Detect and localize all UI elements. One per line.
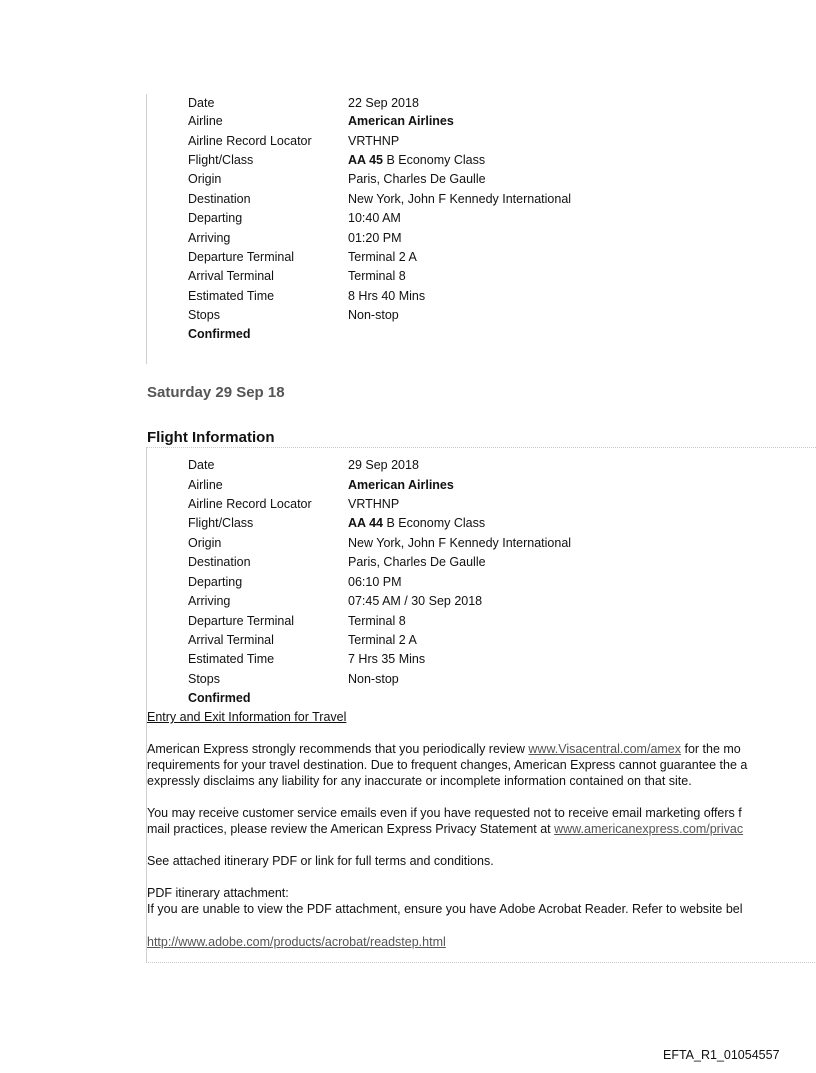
section-heading: Flight Information bbox=[147, 429, 816, 448]
row-value: 07:45 AM / 30 Sep 2018 bbox=[348, 594, 483, 608]
row-label: Flight/Class bbox=[188, 516, 254, 530]
flight2-status: Confirmed bbox=[188, 691, 251, 705]
document-id: EFTA_R1_01054557 bbox=[663, 1048, 780, 1062]
flight-class: B Economy Class bbox=[382, 153, 486, 167]
row-value: American Airlines bbox=[348, 114, 454, 128]
visa-paragraph-line-3: expressly disclaims any liability for any inaccurate or incomplete information contained on that site. bbox=[147, 774, 692, 788]
row-value: American Airlines bbox=[348, 478, 454, 492]
privacy-text-before: mail practices, please review the American Express Privacy Statement at bbox=[147, 822, 555, 836]
row-label: Arrival Terminal bbox=[188, 269, 274, 283]
privacy-paragraph bbox=[147, 805, 743, 837]
row-value bbox=[348, 516, 485, 530]
row-label: Stops bbox=[188, 672, 220, 686]
row-label: Destination bbox=[188, 555, 251, 569]
row-label: Departing bbox=[188, 575, 243, 589]
itinerary-frame-top bbox=[146, 94, 147, 364]
row-value: New York, John F Kennedy International bbox=[348, 192, 572, 206]
privacy-paragraph-line-2 bbox=[147, 821, 743, 837]
pdf-paragraph-line-1: PDF itinerary attachment: bbox=[147, 886, 289, 900]
row-label: Airline bbox=[188, 114, 223, 128]
row-label: Arriving bbox=[188, 594, 231, 608]
row-value bbox=[348, 153, 485, 167]
row-value: Terminal 2 A bbox=[348, 250, 417, 264]
visa-paragraph-line-1 bbox=[147, 741, 747, 757]
visa-text-before: American Express strongly recommends that you periodically review bbox=[147, 742, 529, 756]
pdf-paragraph-line-2: If you are unable to view the PDF attachment, ensure you have Adobe Acrobat Reader. Refer to website bel bbox=[147, 902, 743, 916]
visa-paragraph bbox=[147, 741, 747, 789]
row-label: Estimated Time bbox=[188, 289, 275, 303]
row-value: VRTHNP bbox=[348, 134, 400, 148]
visa-text-after: for the mo bbox=[681, 742, 741, 756]
row-label: Departure Terminal bbox=[188, 250, 295, 264]
row-value: 06:10 PM bbox=[348, 575, 402, 589]
flight-number: AA 45 bbox=[348, 153, 383, 167]
row-label: Arrival Terminal bbox=[188, 633, 274, 647]
row-label: Destination bbox=[188, 192, 251, 206]
row-value: Terminal 8 bbox=[348, 269, 406, 283]
row-value: Paris, Charles De Gaulle bbox=[348, 172, 486, 186]
row-value: 29 Sep 2018 bbox=[348, 458, 419, 472]
pdf-paragraph bbox=[147, 885, 743, 917]
row-label: Date bbox=[188, 458, 215, 472]
flight-class: B Economy Class bbox=[382, 516, 486, 530]
flight-number: AA 44 bbox=[348, 516, 383, 530]
row-value: 7 Hrs 35 Mins bbox=[348, 652, 426, 666]
row-label: Origin bbox=[188, 172, 222, 186]
row-label: Estimated Time bbox=[188, 652, 275, 666]
row-value: Terminal 8 bbox=[348, 614, 406, 628]
row-value: 8 Hrs 40 Mins bbox=[348, 289, 426, 303]
row-label: Airline Record Locator bbox=[188, 134, 312, 148]
row-label: Origin bbox=[188, 536, 222, 550]
privacy-paragraph-line-1: You may receive customer service emails even if you have requested not to receive email marketing offers f bbox=[147, 806, 742, 820]
row-label: Airline Record Locator bbox=[188, 497, 312, 511]
visa-paragraph-line-2: requirements for your travel destination. Due to frequent changes, American Express cannot guarantee the a bbox=[147, 758, 748, 772]
row-value: 10:40 AM bbox=[348, 211, 401, 225]
row-value: 22 Sep 2018 bbox=[348, 96, 419, 110]
row-label: Arriving bbox=[188, 231, 231, 245]
row-value: New York, John F Kennedy International bbox=[348, 536, 572, 550]
privacy-link[interactable]: www.americanexpress.com/privac bbox=[554, 822, 744, 836]
row-label: Stops bbox=[188, 308, 220, 322]
row-label: Flight/Class bbox=[188, 153, 254, 167]
day-heading: Saturday 29 Sep 18 bbox=[147, 384, 285, 401]
visacentral-link[interactable]: www.Visacentral.com/amex bbox=[528, 742, 682, 756]
row-label: Airline bbox=[188, 478, 223, 492]
row-value: Non-stop bbox=[348, 672, 399, 686]
row-label: Departing bbox=[188, 211, 243, 225]
row-value: Non-stop bbox=[348, 308, 399, 322]
adobe-link[interactable]: http://www.adobe.com/products/acrobat/readstep.html bbox=[147, 935, 446, 949]
row-value: 01:20 PM bbox=[348, 231, 402, 245]
row-value: VRTHNP bbox=[348, 497, 400, 511]
flight1-status: Confirmed bbox=[188, 327, 251, 341]
row-label: Departure Terminal bbox=[188, 614, 295, 628]
row-label: Date bbox=[188, 96, 215, 110]
row-value: Paris, Charles De Gaulle bbox=[348, 555, 486, 569]
terms-paragraph: See attached itinerary PDF or link for full terms and conditions. bbox=[147, 854, 494, 868]
row-value: Terminal 2 A bbox=[348, 633, 417, 647]
entry-exit-heading: Entry and Exit Information for Travel bbox=[147, 710, 347, 724]
